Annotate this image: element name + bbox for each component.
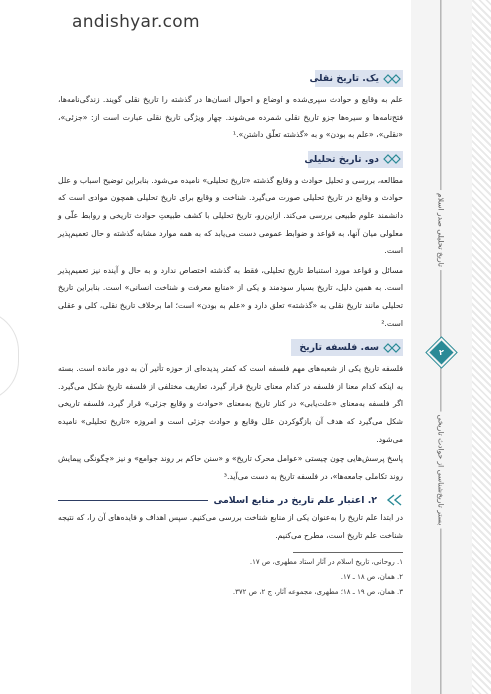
section-title: دو. تاریخ تحلیلی — [304, 153, 379, 165]
watermark: andishyar.com — [72, 12, 200, 32]
section-heading — [58, 339, 403, 356]
page-content — [58, 70, 403, 600]
section-title: یک. تاریخ نقلی — [309, 73, 379, 84]
book-ornament-icon — [383, 73, 401, 85]
sidebar-chapter-title: بستر تاریخ‌شناسی از حوادث تاریخی — [437, 412, 446, 529]
heading-rule — [58, 500, 208, 501]
sidebar-book-title: تاریخ تحلیلی صدر اسلام — [437, 190, 446, 270]
paragraph: مسائل و قواعد مورد استنباط تاریخ تحلیلی، فقط به گذشته اختصاص ندارد و به حال و آینده نیز تعمیم‌پذیر است. به همین دلیل، تاریخ بسیار سودمند و یکی از «منابع معرفت و شناخت انسانی» است. بنابراین تاریخ تحلیلی مانند تاریخ نقلی به «گذشته» تعلق دارد و «علم به بودن» است؛ اما برخلاف تاریخ نقلی، کلی و عقلی است.² — [58, 265, 403, 328]
paragraph: فلسفه تاریخ یکی از شعبه‌های مهم فلسفه است که کمتر پدیده‌ای از حوزه تأثیر آن به دور مانده است. بسته به اینکه کدام معنا از فلسفه در کدام معنای تاریخ قرار گیرد، تعاریف مختلفی از فلسفه تاریخ شکل می‌گیرد. اگر فلسفه به‌معنای «علت‌یابی» در کنار تاریخ به‌معنای «حوادث و وقایع جزئی» قرار گیرد، فلسفه تاریخی شکل می‌گیرد که هدف آن بازگوکردن علل وقایع و حوادث جزئی است و امروزه «تاریخ تحلیلی» نامیده می‌شود. — [58, 364, 403, 444]
paragraph: علم به وقایع و حوادث سپری‌شده و اوضاع و احوال انسان‌ها در گذشته را تاریخ نقلی گویند. زندگی‌نامه‌ها، فتح‌نامه‌ها و سیره‌ها جزو تاریخ نقلی شمرده می‌شوند. چهار ویژگی تاریخ نقلی عبارت است از: «جزئی»، «نقلی»، «علم به بودن» و به «گذشته تعلّق داشتن».¹ — [58, 95, 403, 140]
sidebar-hatch-stripe — [472, 0, 491, 694]
footnote: ۲. همان، ص ۱۸ ـ ۱۷. — [340, 573, 403, 582]
page-number: ۲ — [439, 347, 444, 357]
section-heading-band — [304, 151, 403, 168]
section-heading-band — [291, 339, 403, 356]
page-edge-arc — [0, 310, 19, 402]
book-ornament-icon — [383, 153, 401, 165]
section-title: ۲. اعتبار علم تاریخ در منابع اسلامی — [213, 494, 377, 506]
chevron-ornament-icon — [381, 493, 403, 507]
book-ornament-icon — [383, 342, 401, 354]
section-heading — [58, 491, 403, 509]
section-heading-band — [309, 70, 403, 87]
footnote: ۳. همان، ص ۱۹ ـ ۱۸؛ مطهری، مجموعه آثار، ج ۲، ص ۳۷۲. — [232, 588, 403, 597]
section-title: سه. فلسفه تاریخ — [299, 342, 379, 354]
footnote-divider — [293, 552, 403, 553]
paragraph: پاسخ پرسش‌هایی چون چیستی «عوامل محرک تاریخ» و «سنن حاکم بر روند جوامع» و نیز «چگونگی پیمایش روند تکاملی جامعه‌ها»، در فلسفه تاریخ به دست می‌آید.³ — [58, 454, 403, 481]
paragraph: در ابتدا علم تاریخ را به‌عنوان یکی از منابع شناخت بررسی می‌کنیم. سپس اهداف و فایده‌های آن را، که نتیجه شناخت علم تاریخ است، مطرح می‌کنیم. — [58, 513, 403, 540]
paragraph: مطالعه، بررسی و تحلیل حوادث و وقایع گذشته «تاریخ تحلیلی» نامیده می‌شود. بنابراین توضیح اسباب و علل حوادث و وقایع در تاریخ تحلیلی صورت می‌گیرد. شناخت و وقایع برای تاریخ تحلیلی همچون موادی است که دانشمند علوم طبیعی بررسی می‌کند. ازاین‌رو، تاریخ تحلیلی با کشف طبیعتِ حوادث تاریخی و روابط علّی و معلولی میان آنها، به قواعد و ضوابط عمومی دست می‌یابد که به همه موارد مشابه گذشته و حال تعمیم‌پذیر است. — [58, 175, 403, 256]
section-heading — [58, 151, 403, 168]
footnote: ۱. روحانی، تاریخ اسلام در آثار استاد مطهری، ص ۱۷. — [249, 558, 403, 567]
section-heading — [58, 70, 403, 87]
